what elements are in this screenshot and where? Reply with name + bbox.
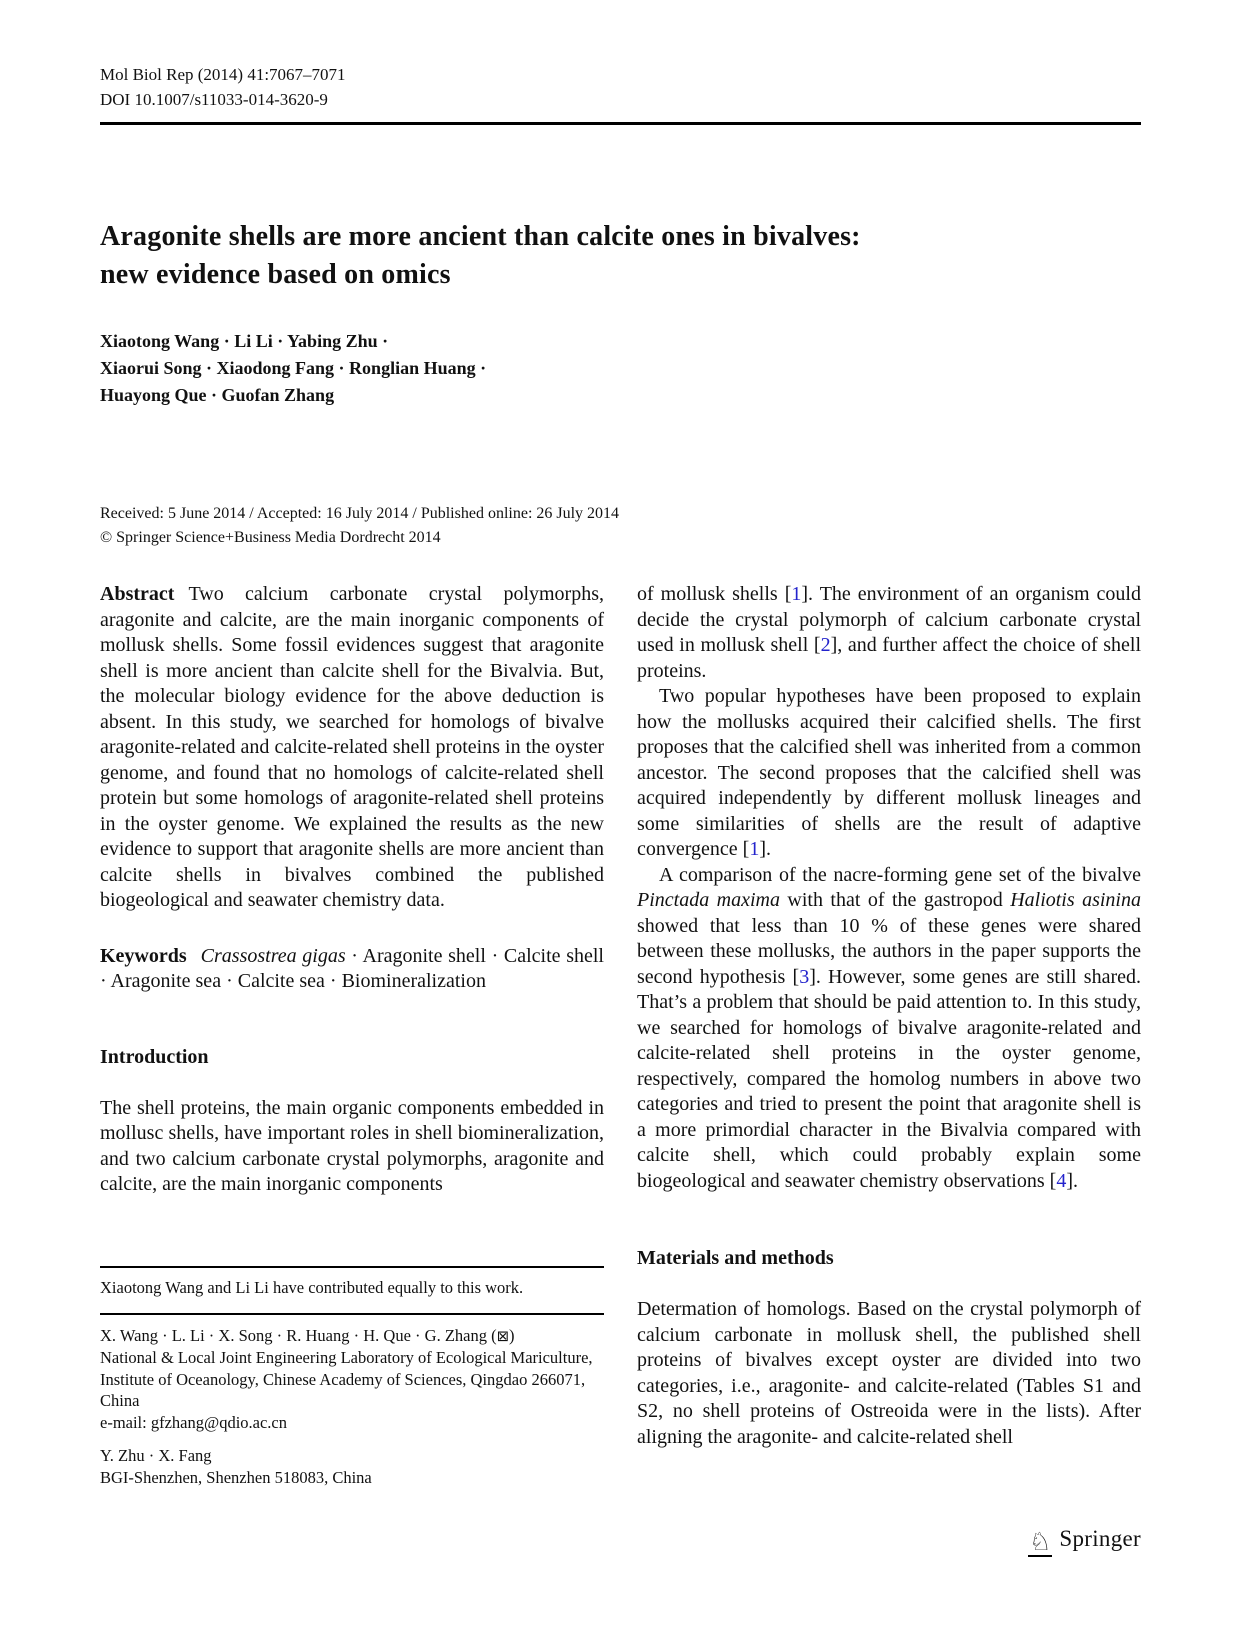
affiliation-author-line: Y. Zhu · X. Fang: [100, 1446, 212, 1465]
copyright-line: © Springer Science+Business Media Dordrecht 2014: [100, 529, 441, 546]
journal-doi: DOI 10.1007/s11033-014-3620-9: [100, 90, 328, 109]
journal-citation: Mol Biol Rep (2014) 41:7067–7071: [100, 65, 346, 84]
citation-ref[interactable]: 1: [791, 583, 802, 605]
header-rule: [100, 122, 1141, 125]
text-segment: ]. However, some genes are still shared. That’s a problem that should be paid attention to. In this study, we searched for homologs of bivalve aragonite-related and calcite-related shell proteins in the oyster genome, respectively, compared the homolog numbers in above two categories and tried to present the point that aragonite shell is a more primordial character in the Bivalvia compared with calcite shell, which could probably explain some biogeological and seawater chemistry observations [: [637, 965, 1141, 1192]
author-line: Huayong Que · Guofan Zhang: [100, 385, 335, 405]
citation-ref[interactable]: 3: [799, 965, 810, 988]
text-segment: Pinctada maxima: [637, 889, 780, 911]
introduction-paragraph: The shell proteins, the main organic components embedded in mollusc shells, have important roles in shell biomineralization, and two calcium carbonate crystal polymorphs, aragonite and calcite, are the main inorganic components: [100, 1096, 604, 1195]
text-segment: ]. The environment of an organism could decide the crystal polymorph of calcium carbonate crystal used in mollusk shell [: [637, 583, 1141, 656]
title-line-1: Aragonite shells are more ancient than calcite ones in bivalves:: [100, 221, 861, 252]
materials-paragraph: Determation of homologs. Based on the crystal polymorph of calcium carbonate in mollusk shell, the published shell proteins of bivalves except oyster are divided into two categories, i.e., aragonite- and calcite-related (Tables S1 and S2, no shell proteins of Ostreoida were in the lists). After aligning the aragonite- and calcite-related shell: [637, 1298, 1141, 1448]
affiliation-author-line: [100, 1326, 515, 1345]
text-segment: ], and further affect the choice of shell proteins.: [637, 634, 1142, 682]
text-segment: · Aragonite shell · Calcite shell · Aragonite sea · Calcite sea · Biomineralization: [100, 944, 604, 992]
text-segment: Two popular hypotheses have been proposed to explain how the mollusks acquired their calcified shells. The first proposes that the calcified shell was inherited from a common ancestor. The second proposes that the calcified shell was acquired independently by different mollusk lineages and some similarities of shells are the result of adaptive convergence [: [637, 685, 1141, 860]
author-list: [100, 328, 486, 409]
journal-header: [100, 62, 346, 112]
author-line: Xiaorui Song · Xiaodong Fang · Ronglian Huang ·: [100, 358, 487, 378]
text-segment: Crassostrea gigas: [200, 944, 346, 967]
paragraph-nacre-comparison: [637, 863, 1141, 1195]
text-segment: ): [509, 1325, 515, 1345]
text-segment: showed that less than 10 % of these genes were shared between these mollusks, the authors in the paper supports the second hypothesis [: [637, 914, 1141, 988]
paragraph-shell-environment: [637, 582, 1141, 684]
text-segment: of mollusk shells [: [637, 583, 792, 605]
springer-logo-text: Springer: [1059, 1526, 1141, 1551]
citation-ref[interactable]: 1: [749, 838, 760, 860]
footnote-rule-bottom: [100, 1313, 604, 1315]
affiliation-address: National & Local Joint Engineering Laboratory of Ecological Mariculture, Institute of Oceanology, Chinese Academy of Sciences, Qingdao 266071, China: [100, 1348, 593, 1410]
keywords-label: Keywords: [100, 944, 187, 967]
affiliation-address: BGI-Shenzhen, Shenzhen 518083, China: [100, 1467, 372, 1487]
abstract-text: Two calcium carbonate crystal polymorphs, aragonite and calcite, are the main inorganic components of mollusk shells. Some fossil evidences suggest that aragonite shell is more ancient than calcite shell for the Bivalvia. But, the molecular biology evidence for the above deduction is absent. In this study, we searched for homologs of bivalve aragonite-related and calcite-related shell proteins in the oyster genome, and found that no homologs of calcite-related shell protein but some homologs of aragonite-related shell proteins in the oyster genome. We explained the results as the new evidence to support that aragonite shells are more ancient than calcite shells in bivalves combined the published biogeological and seawater chemistry data.: [100, 583, 604, 911]
abstract-paragraph: [100, 582, 604, 914]
author-line: Xiaotong Wang · Li Li · Yabing Zhu ·: [100, 331, 389, 351]
text-segment: X. Wang · L. Li · X. Song · R. Huang · H. Que · G. Zhang (: [100, 1325, 497, 1345]
section-heading-introduction: Introduction: [100, 1045, 209, 1068]
title-line-2: new evidence based on omics: [100, 259, 451, 290]
footnote-rule-top: [100, 1266, 604, 1268]
publication-dates: [100, 502, 619, 550]
equal-contribution-note: Xiaotong Wang and Li Li have contributed equally to this work.: [100, 1278, 524, 1297]
text-segment: ].: [759, 838, 772, 860]
springer-horse-icon: ♘: [1028, 1527, 1052, 1556]
footnote-block: [100, 1266, 604, 1488]
received-accepted-line: Received: 5 June 2014 / Accepted: 16 July 2014 / Published online: 26 July 2014: [100, 505, 620, 522]
text-segment: ].: [1066, 1169, 1078, 1192]
page-title: [100, 218, 1141, 294]
keywords-paragraph: [100, 944, 604, 995]
springer-logo: [1000, 1526, 1141, 1557]
right-column: [637, 582, 1141, 1450]
left-column: [100, 582, 604, 1198]
abstract-label: Abstract: [100, 583, 175, 605]
citation-ref[interactable]: 2: [820, 634, 831, 656]
email-link[interactable]: e-mail: gfzhang@qdio.ac.cn: [100, 1412, 287, 1432]
text-segment: A comparison of the nacre-forming gene set of the bivalve: [659, 863, 1141, 886]
section-heading-materials: Materials and methods: [637, 1247, 834, 1269]
citation-ref[interactable]: 4: [1056, 1169, 1067, 1192]
text-segment: with that of the gastropod: [779, 889, 1011, 911]
affiliation-secondary: [100, 1445, 604, 1488]
paragraph-two-hypotheses: [637, 684, 1141, 863]
affiliation-primary: [100, 1325, 604, 1434]
text-segment: Haliotis asinina: [1010, 889, 1141, 911]
envelope-icon: ⊠: [496, 1326, 510, 1345]
